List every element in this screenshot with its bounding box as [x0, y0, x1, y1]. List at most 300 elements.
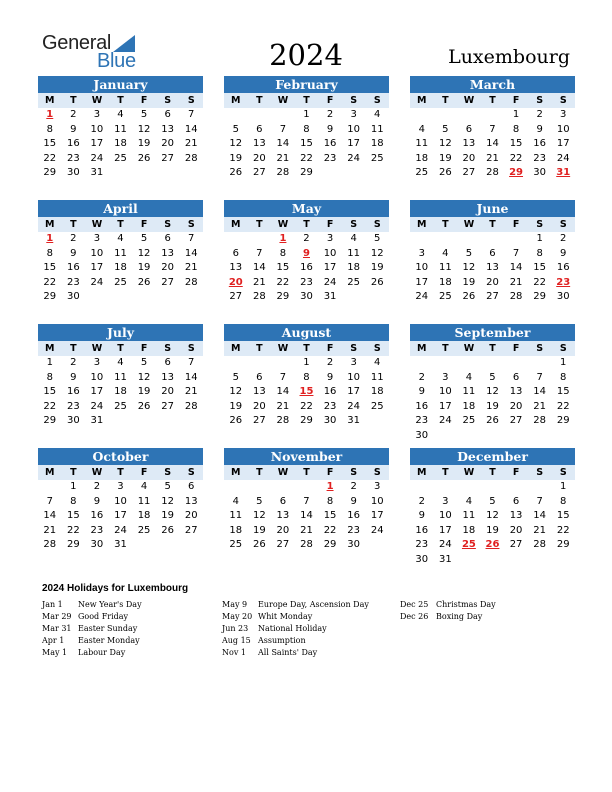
day-cell: 29 [43, 415, 57, 427]
day-cell: 17 [415, 276, 429, 288]
day-cell: 3 [93, 109, 101, 120]
weekday-label: S [187, 95, 195, 106]
day-cell: 28 [276, 415, 290, 427]
day-cell: 15 [509, 138, 523, 150]
day-cell: 4 [232, 495, 239, 507]
weekday-label: T [117, 219, 124, 230]
day-cell: 30 [533, 167, 546, 179]
month-title: June [410, 200, 575, 217]
weekday-label: M [45, 219, 55, 230]
empty-day-cell [457, 232, 481, 247]
weekday-label: F [512, 467, 520, 478]
day-cell: 26 [229, 415, 243, 427]
empty-day-cell [457, 356, 481, 371]
day-cell: 21 [252, 276, 266, 288]
weekday-label: S [164, 95, 172, 106]
day-cell: 9 [326, 371, 334, 383]
day-cell: 24 [323, 276, 337, 288]
weekday-label: S [187, 219, 195, 230]
day-cell: 18 [114, 386, 127, 398]
weekday-header [38, 93, 203, 108]
day-cell: 14 [184, 123, 198, 135]
holiday-name: Europe Day, Ascension Day [258, 600, 369, 609]
weekday-label: S [350, 219, 358, 230]
month-title: March [410, 76, 575, 93]
day-cell: 19 [137, 386, 151, 398]
weekday-label: M [45, 467, 55, 478]
day-cell: 25 [137, 524, 151, 536]
day-cell: 10 [347, 371, 360, 383]
day-cell: 18 [347, 262, 360, 274]
holiday-name: Assumption [258, 636, 306, 645]
day-cell: 10 [438, 510, 452, 522]
day-cell: 12 [137, 123, 151, 135]
day-cell: 2 [418, 371, 425, 383]
day-cell: 2 [303, 233, 310, 244]
day-cell: 26 [438, 167, 452, 179]
empty-day-cell [224, 480, 248, 495]
day-cell: 5 [465, 247, 473, 259]
day-cell: 25 [114, 152, 127, 164]
day-cell: 28 [486, 167, 499, 179]
empty-day-cell [271, 108, 295, 123]
day-grid [38, 108, 203, 181]
empty-day-cell [504, 480, 528, 495]
day-cell: 30 [415, 553, 429, 565]
day-cell: 5 [256, 495, 263, 507]
day-grid [410, 356, 575, 444]
day-cell: 21 [486, 152, 499, 164]
empty-day-cell [224, 108, 248, 123]
day-cell: 22 [43, 152, 57, 164]
day-cell: 26 [137, 152, 151, 164]
day-cell: 10 [90, 371, 104, 383]
day-cell: 3 [418, 247, 425, 259]
day-cell: 12 [370, 247, 384, 259]
month-title: September [410, 324, 575, 341]
day-cell: 2 [70, 357, 77, 368]
day-cell: 20 [462, 152, 476, 164]
weekday-label: M [231, 95, 241, 106]
weekday-header [410, 341, 575, 356]
weekday-header [38, 217, 203, 232]
day-grid [38, 480, 203, 553]
day-cell: 17 [347, 386, 360, 398]
day-cell: 6 [164, 357, 171, 368]
day-cell: 5 [489, 371, 496, 383]
day-cell: 30 [347, 539, 360, 551]
day-cell: 4 [374, 357, 381, 368]
holiday-item [42, 648, 142, 660]
empty-day-cell [457, 480, 481, 495]
day-cell: 21 [276, 400, 290, 412]
weekday-label: T [256, 219, 263, 230]
day-grid [224, 108, 389, 181]
day-cell: 19 [462, 276, 476, 288]
holiday-day-cell: 25 [461, 539, 476, 551]
day-cell: 22 [509, 152, 523, 164]
day-cell: 12 [252, 510, 266, 522]
day-cell: 10 [370, 495, 384, 507]
day-cell: 6 [465, 123, 473, 135]
weekday-header [224, 93, 389, 108]
month-title: November [224, 448, 389, 465]
day-cell: 18 [415, 152, 429, 164]
weekday-label: F [512, 95, 520, 106]
day-cell: 18 [114, 262, 127, 274]
weekday-label: T [117, 95, 124, 106]
month-title: May [224, 200, 389, 217]
day-cell: 7 [303, 495, 310, 507]
holiday-date: Jan 1 [42, 600, 63, 609]
weekday-label: T [70, 95, 77, 106]
day-cell: 11 [462, 510, 476, 522]
day-cell: 1 [536, 233, 543, 244]
day-cell: 12 [462, 262, 476, 274]
day-cell: 18 [370, 386, 384, 398]
day-cell: 30 [300, 291, 313, 303]
day-cell: 7 [188, 357, 195, 368]
day-cell: 14 [509, 262, 523, 274]
holiday-day-cell: 26 [485, 539, 500, 551]
weekday-label: T [442, 95, 449, 106]
day-cell: 8 [70, 495, 77, 507]
holiday-item [222, 612, 369, 624]
day-cell: 23 [415, 539, 429, 551]
empty-day-cell [224, 356, 248, 371]
holiday-day-cell: 1 [46, 109, 54, 120]
weekday-label: T [256, 95, 263, 106]
day-cell: 11 [438, 262, 452, 274]
holidays-column [42, 600, 142, 660]
day-cell: 20 [252, 152, 266, 164]
month-january [38, 76, 203, 181]
weekday-label: S [536, 219, 544, 230]
empty-day-cell [434, 108, 458, 123]
day-cell: 8 [512, 123, 520, 135]
day-cell: 24 [347, 400, 360, 412]
weekday-label: F [140, 467, 148, 478]
day-cell: 23 [66, 152, 80, 164]
day-cell: 4 [117, 357, 124, 368]
day-cell: 28 [533, 415, 546, 427]
month-march [410, 76, 575, 181]
day-cell: 30 [66, 167, 80, 179]
day-cell: 9 [70, 371, 77, 383]
day-cell: 19 [486, 524, 499, 536]
empty-day-cell [248, 232, 272, 247]
holiday-date: May 20 [222, 612, 253, 621]
day-cell: 20 [509, 524, 523, 536]
day-cell: 14 [276, 138, 290, 150]
holiday-name: Boxing Day [436, 612, 483, 621]
holiday-date: May 9 [222, 600, 248, 609]
holiday-name: All Saints' Day [258, 648, 318, 657]
day-cell: 27 [486, 291, 499, 303]
weekday-label: S [373, 219, 381, 230]
day-cell: 3 [350, 109, 357, 120]
weekday-label: F [140, 343, 148, 354]
day-cell: 7 [279, 123, 287, 135]
weekday-label: T [256, 343, 263, 354]
day-cell: 17 [438, 524, 452, 536]
month-december [410, 448, 575, 568]
day-cell: 10 [114, 495, 127, 507]
day-cell: 27 [161, 152, 174, 164]
day-cell: 13 [252, 138, 266, 150]
weekday-label: F [326, 95, 334, 106]
weekday-label: F [512, 343, 520, 354]
empty-day-cell [528, 356, 552, 371]
day-cell: 6 [512, 495, 520, 507]
day-cell: 7 [489, 123, 496, 135]
day-cell: 7 [512, 247, 520, 259]
weekday-label: S [536, 95, 544, 106]
empty-day-cell [248, 108, 272, 123]
holiday-name: Easter Sunday [78, 624, 138, 633]
day-cell: 30 [66, 415, 80, 427]
holiday-item [42, 636, 142, 648]
day-cell: 14 [533, 386, 546, 398]
day-cell: 11 [114, 371, 127, 383]
day-grid [224, 480, 389, 553]
month-title: December [410, 448, 575, 465]
day-cell: 25 [114, 276, 127, 288]
day-cell: 16 [556, 262, 570, 274]
weekday-header [410, 217, 575, 232]
day-cell: 16 [323, 386, 337, 398]
day-cell: 8 [326, 495, 334, 507]
day-cell: 14 [533, 510, 546, 522]
empty-day-cell [481, 232, 505, 247]
weekday-label: W [91, 219, 103, 230]
day-cell: 7 [536, 495, 543, 507]
day-cell: 13 [486, 262, 499, 274]
day-cell: 11 [229, 510, 243, 522]
empty-day-cell [248, 480, 272, 495]
day-cell: 10 [556, 123, 570, 135]
empty-day-cell [295, 480, 319, 495]
day-cell: 8 [560, 495, 567, 507]
day-cell: 13 [509, 386, 523, 398]
day-cell: 30 [90, 539, 104, 551]
day-cell: 3 [350, 357, 357, 368]
empty-day-cell [434, 356, 458, 371]
day-cell: 19 [137, 138, 151, 150]
country-name: Luxembourg [448, 46, 570, 68]
day-cell: 1 [560, 481, 567, 492]
day-cell: 13 [161, 371, 174, 383]
day-cell: 30 [556, 291, 570, 303]
day-cell: 23 [533, 152, 546, 164]
day-cell: 6 [164, 233, 171, 244]
weekday-label: S [350, 467, 358, 478]
empty-day-cell [271, 480, 295, 495]
day-cell: 2 [93, 481, 101, 492]
day-cell: 29 [323, 539, 337, 551]
day-cell: 17 [347, 138, 360, 150]
day-cell: 3 [326, 233, 334, 244]
day-cell: 31 [90, 167, 104, 179]
day-cell: 28 [252, 291, 266, 303]
day-cell: 20 [184, 510, 198, 522]
day-cell: 9 [350, 495, 357, 507]
day-grid [410, 232, 575, 305]
day-cell: 23 [347, 524, 360, 536]
month-title: January [38, 76, 203, 93]
day-cell: 9 [70, 247, 77, 259]
day-cell: 7 [256, 247, 263, 259]
weekday-label: W [463, 343, 475, 354]
holiday-item [400, 600, 496, 612]
day-cell: 13 [161, 123, 174, 135]
day-grid [38, 232, 203, 305]
holiday-date: Dec 26 [400, 612, 429, 621]
day-cell: 11 [114, 123, 127, 135]
day-cell: 19 [438, 152, 452, 164]
day-cell: 17 [90, 386, 104, 398]
day-cell: 28 [43, 539, 57, 551]
day-cell: 4 [140, 481, 148, 492]
day-cell: 21 [43, 524, 57, 536]
empty-day-cell [271, 356, 295, 371]
day-cell: 18 [462, 400, 476, 412]
day-cell: 4 [117, 233, 124, 244]
day-cell: 16 [66, 138, 80, 150]
day-cell: 29 [300, 167, 313, 179]
day-cell: 9 [93, 495, 101, 507]
day-cell: 31 [90, 415, 104, 427]
logo-word-blue: Blue [97, 50, 136, 72]
day-cell: 28 [509, 291, 523, 303]
month-title: August [224, 324, 389, 341]
holiday-name: Christmas Day [436, 600, 496, 609]
weekday-header [224, 217, 389, 232]
day-cell: 24 [90, 276, 104, 288]
day-cell: 19 [370, 262, 384, 274]
day-cell: 16 [66, 262, 80, 274]
weekday-label: M [417, 467, 427, 478]
day-cell: 17 [438, 400, 452, 412]
day-cell: 23 [66, 276, 80, 288]
day-cell: 26 [370, 276, 384, 288]
day-cell: 22 [300, 152, 313, 164]
day-cell: 27 [252, 415, 266, 427]
weekday-label: T [489, 467, 496, 478]
weekday-label: T [303, 95, 310, 106]
weekday-label: W [463, 467, 475, 478]
day-cell: 2 [560, 233, 567, 244]
day-cell: 29 [276, 291, 290, 303]
day-cell: 24 [438, 539, 452, 551]
weekday-label: M [45, 343, 55, 354]
day-cell: 16 [415, 400, 429, 412]
day-cell: 15 [533, 262, 546, 274]
day-cell: 24 [415, 291, 429, 303]
day-cell: 24 [90, 400, 104, 412]
day-cell: 9 [560, 247, 567, 259]
weekday-label: M [231, 467, 241, 478]
day-cell: 7 [188, 233, 195, 244]
day-cell: 30 [415, 429, 429, 441]
day-cell: 9 [70, 123, 77, 135]
day-cell: 4 [442, 247, 449, 259]
day-cell: 12 [486, 510, 499, 522]
weekday-label: W [277, 95, 289, 106]
day-cell: 23 [66, 400, 80, 412]
holiday-name: New Year's Day [78, 600, 142, 609]
day-cell: 6 [512, 371, 520, 383]
holiday-name: National Holiday [258, 624, 327, 633]
holiday-day-cell: 15 [299, 386, 314, 398]
day-cell: 24 [347, 152, 360, 164]
holiday-date: Dec 25 [400, 600, 429, 609]
day-cell: 4 [374, 109, 381, 120]
weekday-label: S [164, 219, 172, 230]
day-cell: 20 [161, 386, 174, 398]
weekday-label: S [350, 343, 358, 354]
weekday-label: T [303, 219, 310, 230]
day-cell: 17 [556, 138, 570, 150]
month-july [38, 324, 203, 429]
empty-day-cell [224, 232, 248, 247]
day-cell: 23 [323, 152, 337, 164]
day-cell: 8 [303, 123, 310, 135]
day-cell: 1 [512, 109, 520, 120]
day-cell: 2 [326, 357, 334, 368]
day-cell: 20 [252, 400, 266, 412]
day-cell: 19 [229, 400, 243, 412]
day-cell: 30 [323, 415, 337, 427]
day-cell: 24 [114, 524, 127, 536]
day-cell: 5 [442, 123, 449, 135]
day-cell: 30 [66, 291, 80, 303]
day-cell: 13 [276, 510, 290, 522]
day-cell: 5 [164, 481, 171, 492]
holidays-column [400, 600, 496, 624]
weekday-label: T [303, 467, 310, 478]
day-cell: 16 [300, 262, 313, 274]
holiday-item [222, 636, 369, 648]
day-cell: 26 [486, 415, 499, 427]
holiday-day-cell: 23 [556, 276, 571, 288]
day-cell: 14 [486, 138, 499, 150]
weekday-label: M [231, 343, 241, 354]
day-cell: 24 [556, 152, 570, 164]
day-cell: 10 [90, 123, 104, 135]
month-april [38, 200, 203, 305]
day-cell: 19 [252, 524, 266, 536]
day-cell: 15 [300, 138, 313, 150]
holiday-date: May 1 [42, 648, 68, 657]
holiday-item [42, 600, 142, 612]
day-cell: 28 [184, 152, 198, 164]
holiday-item [222, 600, 369, 612]
day-cell: 15 [43, 386, 57, 398]
day-cell: 25 [114, 400, 127, 412]
weekday-label: T [117, 343, 124, 354]
day-cell: 22 [276, 276, 290, 288]
day-cell: 26 [137, 276, 151, 288]
day-cell: 27 [161, 276, 174, 288]
day-cell: 17 [90, 138, 104, 150]
month-title: July [38, 324, 203, 341]
day-cell: 26 [161, 524, 174, 536]
day-cell: 11 [114, 247, 127, 259]
weekday-label: M [231, 219, 241, 230]
day-cell: 29 [43, 291, 57, 303]
day-cell: 16 [533, 138, 546, 150]
